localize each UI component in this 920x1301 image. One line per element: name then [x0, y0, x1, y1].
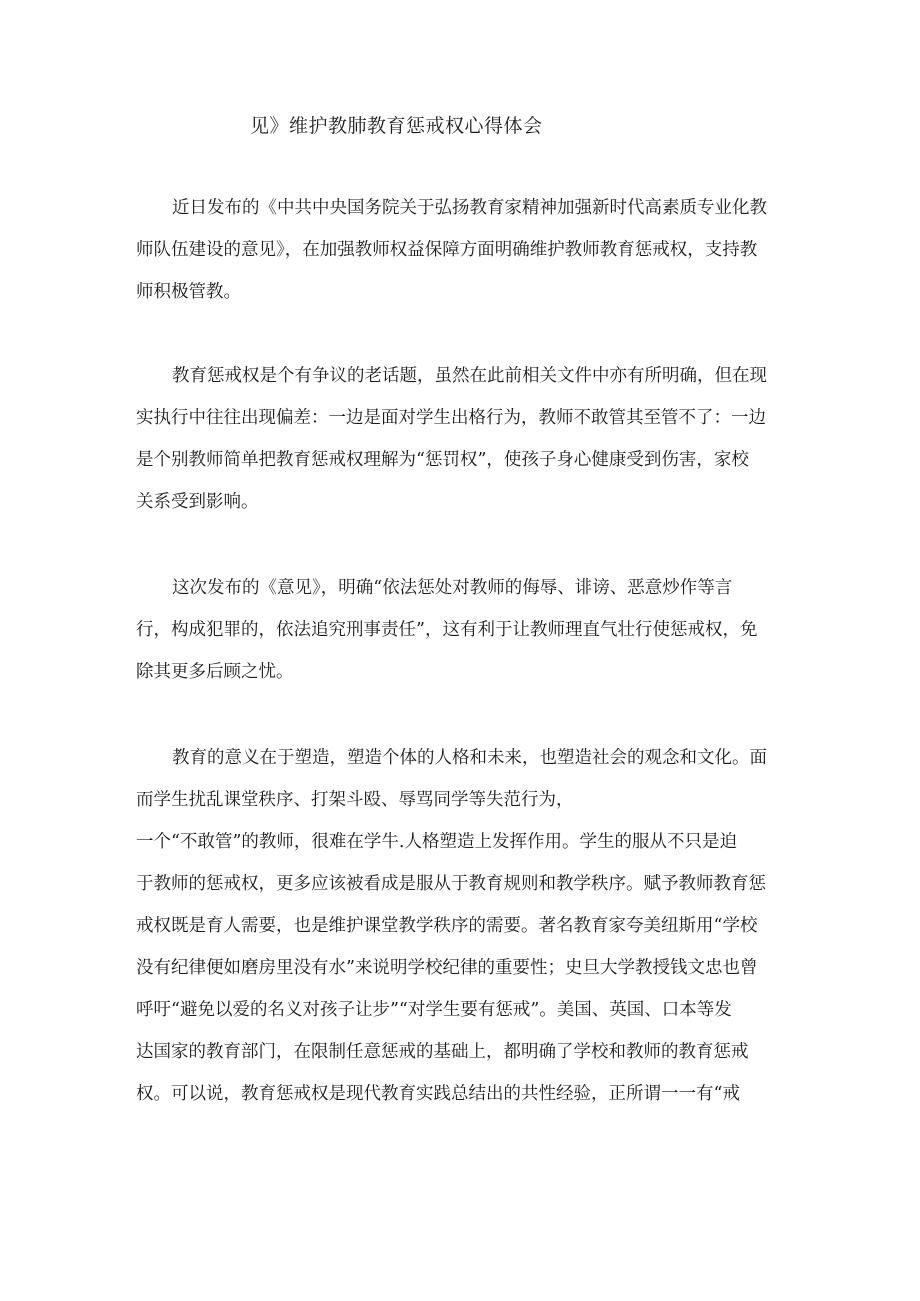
- paragraph-2: [136, 355, 804, 523]
- paragraph-line: 实执行中往往出现偏差：一边是面对学生出格行为，教师不敢管其至管不了：一边: [136, 408, 766, 428]
- paragraph-line: 权。可以说，教育惩戒权是现代教育实践总结出的共性经验，正所谓一一有“戒: [136, 1084, 740, 1104]
- paragraph-3: [136, 567, 804, 693]
- paragraph-line: 呼吁“避免以爱的名义对孩子让步”“对学生要有惩戒”。美国、英国、口本等发: [136, 1000, 732, 1020]
- paragraph-line: 戒权既是育人需要，也是维护课堂教学秩序的需要。著名教育家夸美纽斯用“学校: [136, 916, 758, 936]
- paragraph-line: 达国家的教育部门，在限制任意惩戒的基础上，都明确了学校和教师的教育惩戒: [136, 1042, 749, 1062]
- paragraph-line: 而学生扰乱课堂秩序、打架斗殴、辱骂同学等失范行为，: [136, 790, 574, 810]
- paragraph-line: 是个别教师简单把教育惩戒权理解为“惩罚权”，使孩子身心健康受到伤害，家校: [136, 450, 749, 470]
- paragraph-line: 行，构成犯罪的，依法追究刑事责任”，这有利于让教师理直气壮行使惩戒权，免: [136, 620, 758, 640]
- paragraph-line: 除其更多后顾之忧。: [136, 662, 294, 682]
- paragraph-line: 这次发布的《意见》，明确“依法惩处对教师的侮辱、诽谤、恶意炒作等言: [172, 578, 733, 598]
- paragraph-line: 关系受到影响。: [136, 492, 259, 512]
- paragraph-line: 师队伍建设的意见》，在加强教师权益保障方面明确维护教师教育惩戒权，支持教: [136, 240, 758, 260]
- paragraph-line: 教育惩戒权是个有争议的老话题，虽然在此前相关文件中亦有所明确，但在现: [172, 366, 767, 386]
- document-title: 见》维护教肺教育惩戒权心得体会: [250, 115, 543, 137]
- paragraph-line: 一个“不敢管”的教师，很难在学牛.人格塑造上发挥作用。学生的服从不只是迫: [136, 832, 737, 852]
- paragraph-line: 近日发布的《中共中央国务院关于弘扬教育家精神加强新时代高素质专业化教: [172, 198, 767, 218]
- paragraph-line: 没有纪律便如磨房里没有水”来说明学校纪律的重要性；史旦大学教授钱文忠也曾: [136, 958, 758, 978]
- paragraph-line: 于教师的惩戒权，更多应该被看成是服从于教育规则和教学秩序。赋予教师教育惩: [136, 874, 766, 894]
- paragraph-line: 教育的意义在于塑造，塑造个体的人格和未来，也塑造社会的观念和文化。面: [172, 748, 767, 768]
- paragraph-line: 师积极管教。: [136, 282, 241, 302]
- paragraph-4: [136, 737, 804, 1115]
- paragraph-1: [136, 187, 804, 313]
